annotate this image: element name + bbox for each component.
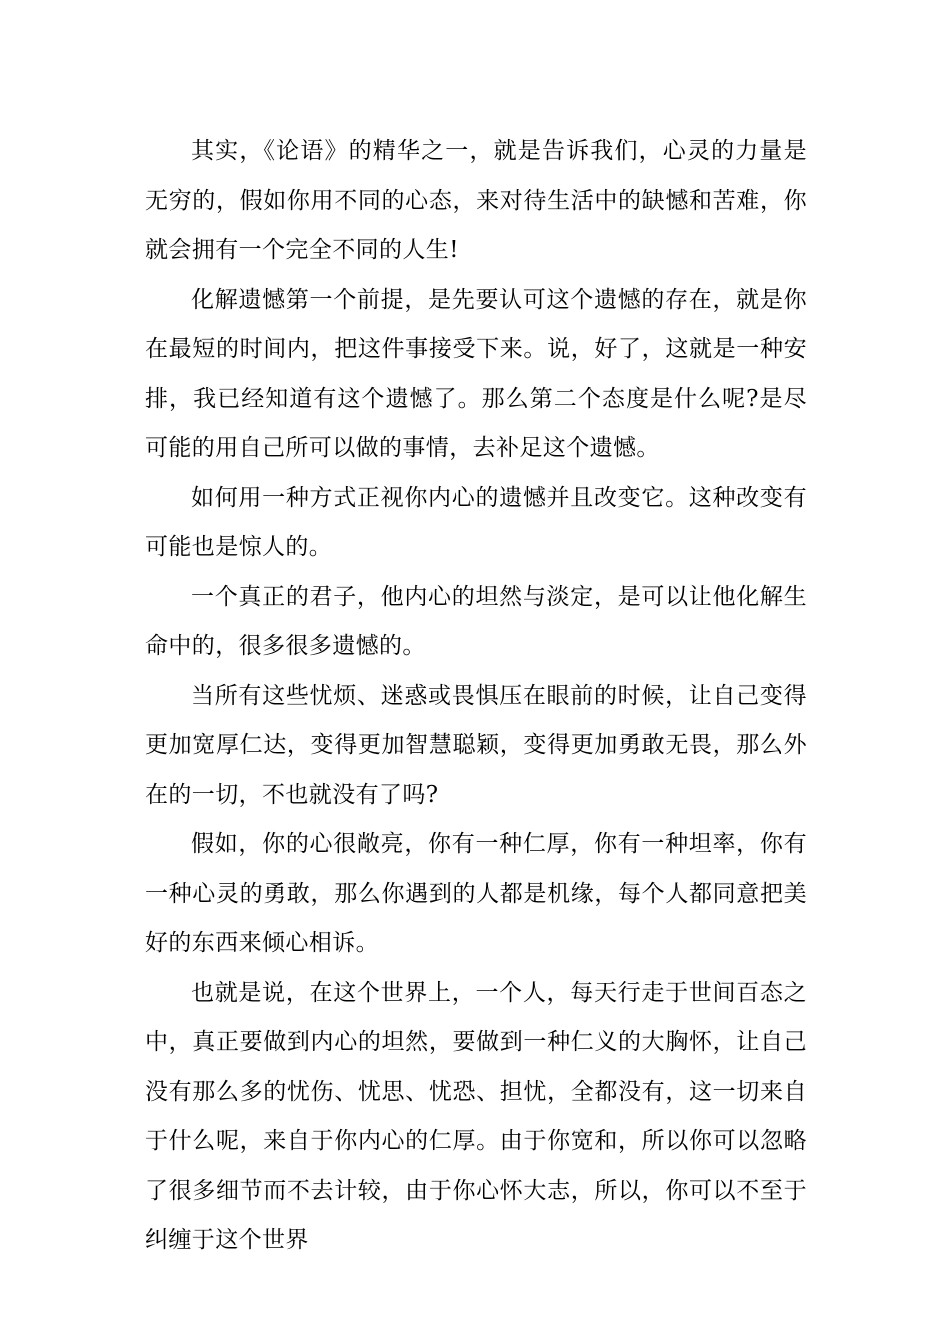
paragraph-4: 一个真正的君子，他内心的坦然与淡定，是可以让他化解生命中的，很多很多遗憾的。	[145, 583, 807, 659]
paragraph-2: 化解遗憾第一个前提，是先要认可这个遗憾的存在，就是你在最短的时间内，把这件事接受下来。说，好了，这就是一种安排，我已经知道有这个遗憾了。那么第二个态度是什么呢?是尽可能的用自己所可以做的事情，去补足这个遗憾。	[145, 286, 807, 461]
paragraph-6: 假如，你的心很敞亮，你有一种仁厚，你有一种坦率，你有一种心灵的勇敢，那么你遇到的人都是机缘，每个人都同意把美好的东西来倾心相诉。	[145, 831, 807, 956]
paragraph-5: 当所有这些忧烦、迷惑或畏惧压在眼前的时候，让自己变得更加宽厚仁达，变得更加智慧聪颖，变得更加勇敢无畏，那么外在的一切，不也就没有了吗?	[145, 682, 807, 808]
paragraph-1: 其实，《论语》的精华之一，就是告诉我们，心灵的力量是无穷的，假如你用不同的心态，来对待生活中的缺憾和苦难，你就会拥有一个完全不同的人生!	[145, 138, 807, 263]
paragraph-7: 也就是说，在这个世界上，一个人，每天行走于世间百态之中，真正要做到内心的坦然，要做到一种仁义的大胸怀，让自己没有那么多的忧伤、忧思、忧恐、担忧，全都没有，这一切来自于什么呢，来自于你内心的仁厚。由于你宽和，所以你可以忽略了很多细节而不去计较，由于你心怀大志，所以，你可以不至于纠缠于这个世界	[145, 979, 807, 1253]
paragraph-3: 如何用一种方式正视你内心的遗憾并且改变它。这种改变有可能也是惊人的。	[145, 484, 807, 560]
document-page	[145, 127, 807, 1266]
